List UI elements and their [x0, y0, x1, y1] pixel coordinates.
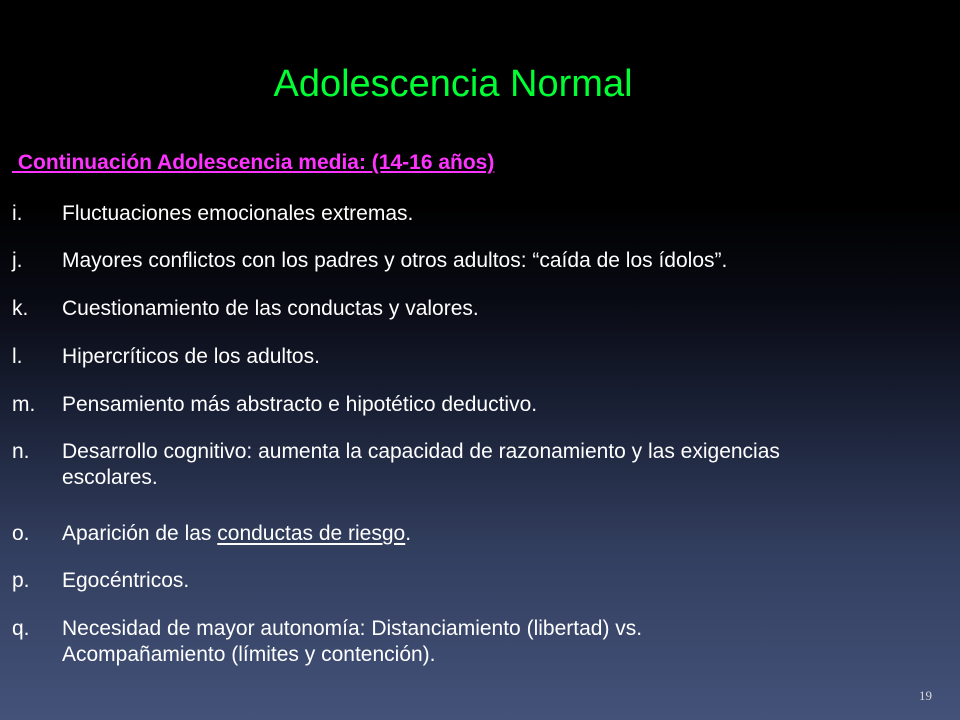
list-item-text: Hipercríticos de los adultos. [62, 345, 320, 368]
list-item-text [62, 439, 780, 491]
list-marker: q. [12, 617, 30, 640]
list-marker: l. [12, 345, 23, 368]
list-item-text: Egocéntricos. [62, 569, 190, 592]
list-item-text: Fluctuaciones emocionales extremas. [62, 202, 414, 225]
list-marker: j. [12, 249, 23, 272]
list-item-text [62, 616, 642, 668]
list-marker: n. [12, 440, 30, 463]
slide-subtitle: Continuación Adolescencia media: (14-16 años) [12, 151, 495, 174]
list-marker: i. [12, 202, 23, 225]
conductas-de-riesgo-link[interactable]: conductas de riesgo [217, 522, 406, 545]
list-marker: k. [12, 297, 29, 320]
list-marker: m. [12, 393, 36, 416]
list-item-text: Pensamiento más abstracto e hipotético deductivo. [62, 393, 538, 416]
slide-title: Adolescencia Normal [273, 63, 633, 105]
list-marker: p. [12, 569, 30, 592]
list-item-text [62, 521, 411, 547]
page-number: 19 [919, 688, 932, 703]
list-item-text-line: escolares. [62, 466, 158, 489]
list-item-text-prefix: Aparición de las [62, 522, 218, 545]
list-item-text-suffix: . [405, 522, 412, 545]
list-item-text: Cuestionamiento de las conductas y valores. [62, 297, 479, 320]
list-marker: o. [12, 522, 30, 545]
list-item-text-line: Acompañamiento (límites y contención). [62, 643, 436, 666]
list-item-text: Mayores conflictos con los padres y otros adultos: “caída de los ídolos”. [62, 249, 728, 272]
list-item-text-line: Desarrollo cognitivo: aumenta la capacidad de razonamiento y las exigencias [62, 440, 780, 463]
list-item-text-line: Necesidad de mayor autonomía: Distanciamiento (libertad) vs. [62, 617, 643, 640]
